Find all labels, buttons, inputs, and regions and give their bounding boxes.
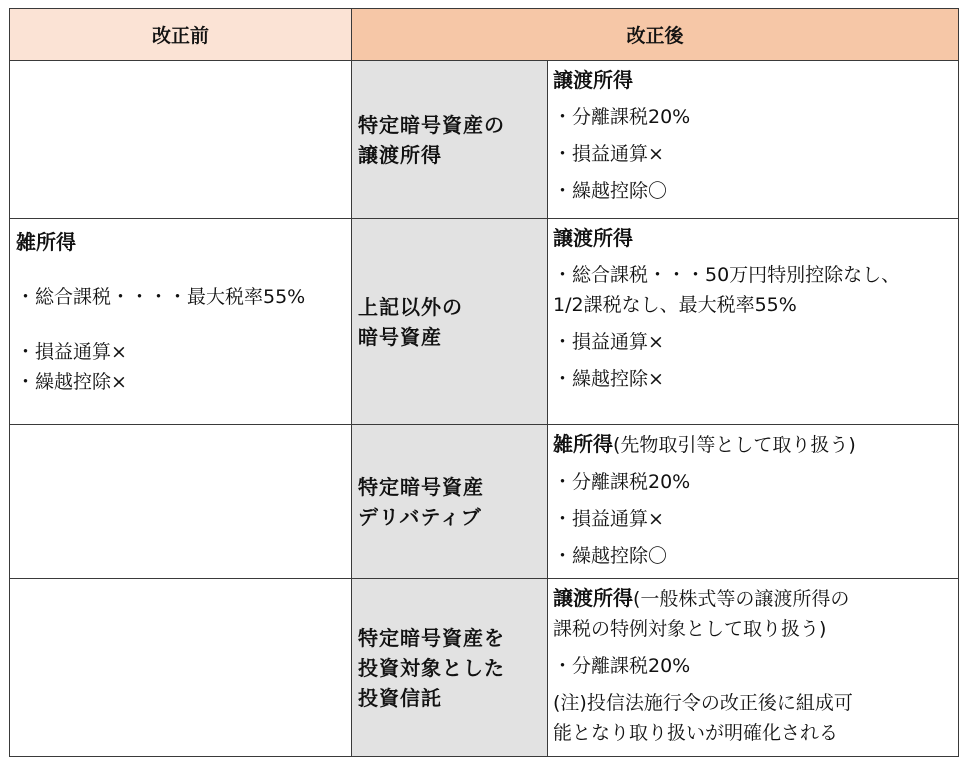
category-line: 譲渡所得 xyxy=(358,142,442,167)
header-after: 改正後 xyxy=(352,9,959,61)
after-item: ・損益通算× xyxy=(553,508,664,530)
after-title-note-line: (一般株式等の譲渡所得の xyxy=(633,588,850,610)
category-line: 投資対象とした xyxy=(358,655,505,680)
before-cell xyxy=(10,219,352,425)
category-cell xyxy=(352,425,548,579)
after-cell xyxy=(548,219,959,425)
after-cell xyxy=(548,425,959,579)
category-line: 特定暗号資産 xyxy=(358,474,484,499)
table-row xyxy=(10,61,959,219)
after-title-line xyxy=(553,429,953,460)
table-header-row xyxy=(10,9,959,61)
category-line: 上記以外の xyxy=(358,294,463,319)
after-title: 譲渡所得 xyxy=(553,226,633,250)
after-item: ・分離課税20% xyxy=(553,106,691,128)
table-row xyxy=(10,219,959,425)
after-item: ・損益通算× xyxy=(553,143,664,165)
table-row xyxy=(10,579,959,757)
after-item xyxy=(553,260,953,320)
after-title: 雑所得 xyxy=(553,432,613,456)
category-line: 特定暗号資産の xyxy=(358,112,505,137)
after-note-line: (注)投信法施行令の改正後に組成可 xyxy=(553,692,853,714)
after-item: ・分離課税20% xyxy=(553,471,691,493)
after-item-line: ・総合課税・・・50万円特別控除なし、 xyxy=(553,264,901,286)
before-item: ・総合課税・・・・最大税率55% xyxy=(16,286,306,308)
before-cell xyxy=(10,61,352,219)
category-cell xyxy=(352,219,548,425)
after-item: ・繰越控除× xyxy=(553,368,664,390)
after-title-note-line: 課税の特例対象として取り扱う) xyxy=(553,618,827,640)
after-item: ・損益通算× xyxy=(553,331,664,353)
before-cell xyxy=(10,425,352,579)
after-item-line: 1/2課税なし、最大税率55% xyxy=(553,294,797,316)
after-title: 譲渡所得 xyxy=(553,68,633,92)
after-cell xyxy=(548,579,959,757)
after-title-block xyxy=(553,583,953,644)
after-item: ・繰越控除〇 xyxy=(553,545,668,567)
after-title-note: (先物取引等として取り扱う) xyxy=(613,434,856,456)
comparison-table xyxy=(9,8,959,757)
category-cell xyxy=(352,61,548,219)
table-row xyxy=(10,425,959,579)
category-line: 暗号資産 xyxy=(358,324,442,349)
after-item: ・分離課税20% xyxy=(553,655,691,677)
after-item: ・繰越控除〇 xyxy=(553,180,668,202)
before-item: ・繰越控除× xyxy=(16,371,127,393)
after-note-line: 能となり取り扱いが明確化される xyxy=(553,722,839,744)
after-cell xyxy=(548,61,959,219)
category-line: 投資信託 xyxy=(358,685,442,710)
header-before: 改正前 xyxy=(10,9,352,61)
category-cell xyxy=(352,579,548,757)
after-note xyxy=(553,688,953,748)
category-line: デリバティブ xyxy=(358,504,482,529)
category-line: 特定暗号資産を xyxy=(358,625,505,650)
after-title: 譲渡所得 xyxy=(553,586,633,610)
before-cell xyxy=(10,579,352,757)
before-title: 雑所得 xyxy=(16,230,76,254)
before-item: ・損益通算× xyxy=(16,341,127,363)
